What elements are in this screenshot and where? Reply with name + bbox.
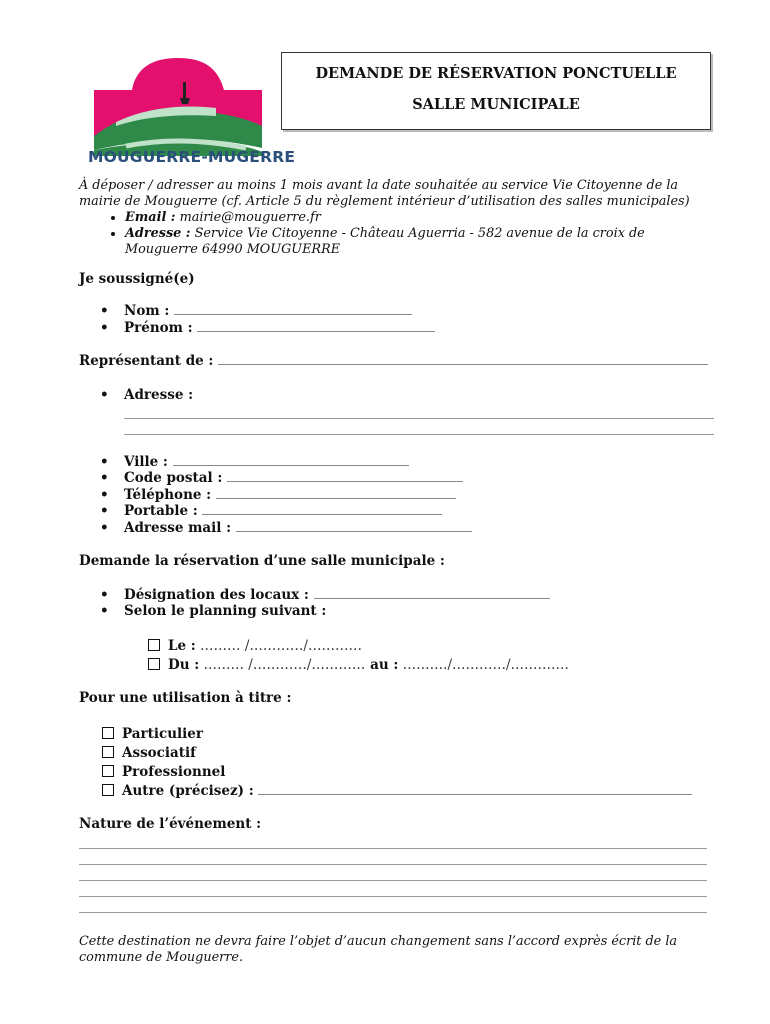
autre-label: Autre (précisez) : bbox=[122, 783, 254, 799]
du-checkbox[interactable] bbox=[148, 658, 160, 670]
nature-heading: Nature de l’événement : bbox=[79, 816, 262, 832]
le-row bbox=[148, 638, 362, 654]
address-value: Service Vie Citoyenne - Château Aguerria - 582 avenue de la croix de Mouguerre 64990 MOUGUERRE bbox=[125, 226, 645, 257]
option-associatif bbox=[102, 745, 196, 761]
representant-row bbox=[79, 353, 708, 369]
email-label: Email : bbox=[125, 210, 176, 225]
associatif-label: Associatif bbox=[122, 745, 196, 761]
ville-label: Ville : bbox=[124, 454, 168, 470]
du-label: Du : bbox=[168, 657, 200, 673]
adresse-row: • Adresse : bbox=[100, 387, 194, 403]
representant-label: Représentant de : bbox=[79, 353, 214, 369]
nature-line-2[interactable] bbox=[79, 864, 707, 865]
footer-note: Cette destination ne devra faire l’objet d’aucun changement sans l’accord exprès écrit de la commune de Mouguerre. bbox=[79, 934, 678, 965]
instructions bbox=[79, 178, 719, 258]
option-autre bbox=[102, 783, 692, 799]
code-postal-field[interactable] bbox=[227, 471, 463, 482]
ville-field[interactable] bbox=[173, 455, 409, 466]
adresse-mail-row: • Adresse mail : bbox=[100, 520, 472, 536]
representant-field[interactable] bbox=[218, 354, 708, 365]
du-row bbox=[148, 657, 569, 673]
logo-text: MOUGUERRE-MUGERRE bbox=[88, 148, 296, 166]
associatif-checkbox[interactable] bbox=[102, 746, 114, 758]
code-postal-label: Code postal : bbox=[124, 470, 223, 486]
ville-row: • Ville : bbox=[100, 454, 409, 470]
au-label: au : bbox=[365, 657, 399, 673]
nature-line-3[interactable] bbox=[79, 880, 707, 881]
option-professionnel bbox=[102, 764, 225, 780]
autre-field[interactable] bbox=[258, 784, 692, 795]
adresse-label: Adresse : bbox=[124, 387, 194, 403]
form-title: DEMANDE DE RÉSERVATION PONCTUELLE bbox=[315, 65, 677, 82]
demande-heading: Demande la réservation d’une salle municipale : bbox=[79, 553, 445, 569]
nature-line-4[interactable] bbox=[79, 896, 707, 897]
je-soussigne-heading: Je soussigné(e) bbox=[79, 271, 195, 287]
title-box bbox=[281, 52, 711, 130]
prenom-field[interactable] bbox=[197, 321, 435, 332]
option-particulier bbox=[102, 726, 203, 742]
prenom-row: • Prénom : bbox=[100, 320, 435, 336]
telephone-label: Téléphone : bbox=[124, 487, 212, 503]
designation-row: • Désignation des locaux : bbox=[100, 587, 550, 603]
address-item bbox=[125, 226, 719, 258]
au-date-field[interactable]: ………./…………/…………. bbox=[398, 657, 569, 673]
code-postal-row: • Code postal : bbox=[100, 470, 463, 486]
email-item bbox=[125, 210, 719, 226]
du-date-field[interactable]: ……… /…………/………… bbox=[199, 657, 366, 673]
professionnel-label: Professionnel bbox=[122, 764, 226, 780]
instructions-text: À déposer / adresser au moins 1 mois avant la date souhaitée au service Vie Citoyenne de la mairie de Mouguerre (cf. Article 5 du règlement intérieur d’utilisation des salles municipales) bbox=[79, 178, 690, 209]
professionnel-checkbox[interactable] bbox=[102, 765, 114, 777]
portable-label: Portable : bbox=[124, 503, 198, 519]
telephone-field[interactable] bbox=[216, 488, 456, 499]
nom-label: Nom : bbox=[124, 303, 170, 319]
adresse-mail-label: Adresse mail : bbox=[124, 520, 232, 536]
designation-field[interactable] bbox=[314, 588, 550, 599]
designation-label: Désignation des locaux : bbox=[124, 587, 309, 603]
prenom-label: Prénom : bbox=[124, 320, 193, 336]
planning-row: • Selon le planning suivant : bbox=[100, 603, 327, 619]
nature-line-5[interactable] bbox=[79, 912, 707, 913]
le-checkbox[interactable] bbox=[148, 639, 160, 651]
email-value: mairie@mouguerre.fr bbox=[175, 210, 321, 225]
address-label: Adresse : bbox=[125, 226, 191, 241]
nom-row: • Nom : bbox=[100, 303, 412, 319]
telephone-row: • Téléphone : bbox=[100, 487, 456, 503]
autre-checkbox[interactable] bbox=[102, 784, 114, 796]
particulier-checkbox[interactable] bbox=[102, 727, 114, 739]
le-label: Le : bbox=[168, 638, 196, 654]
nature-line-1[interactable] bbox=[79, 848, 707, 849]
utilisation-heading: Pour une utilisation à titre : bbox=[79, 690, 292, 706]
portable-field[interactable] bbox=[202, 504, 442, 515]
planning-label: Selon le planning suivant : bbox=[124, 603, 327, 619]
adresse-line-1[interactable] bbox=[124, 418, 714, 419]
form-subtitle: SALLE MUNICIPALE bbox=[412, 96, 580, 113]
portable-row: • Portable : bbox=[100, 503, 442, 519]
adresse-mail-field[interactable] bbox=[236, 521, 472, 532]
le-date-field[interactable]: ……… /…………/………… bbox=[195, 638, 362, 654]
adresse-line-2[interactable] bbox=[124, 434, 714, 435]
nom-field[interactable] bbox=[174, 304, 412, 315]
particulier-label: Particulier bbox=[122, 726, 204, 742]
